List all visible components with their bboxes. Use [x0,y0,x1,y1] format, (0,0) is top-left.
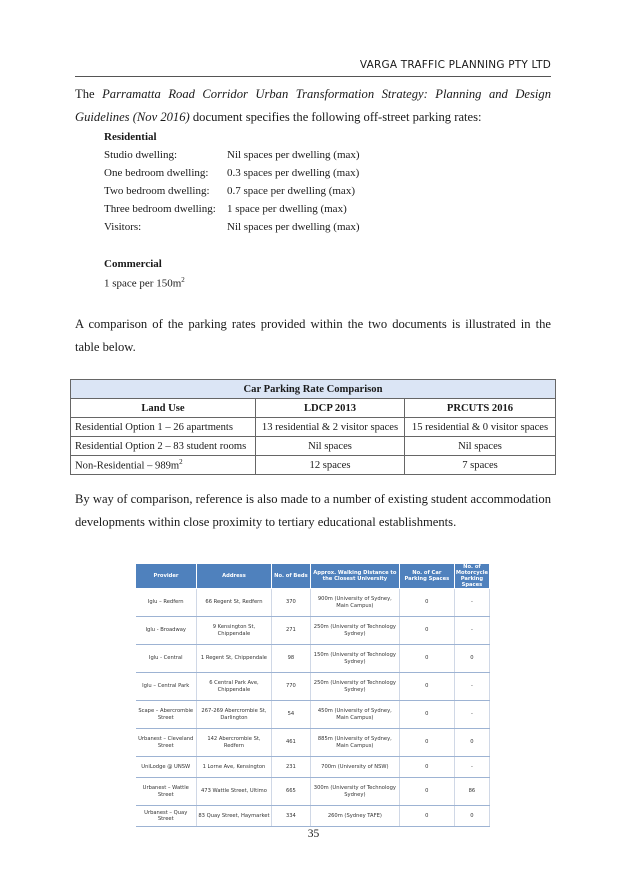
table-cell: 0 [399,806,454,827]
student-accommodation-table [135,563,490,827]
table-cell: 0 [454,806,489,827]
table-cell: 15 residential & 0 visitor spaces [405,418,556,437]
rate-type: Studio dwelling: [104,149,178,161]
table-cell: 770 [271,673,310,701]
cell-text: Non-Residential – 989m [75,460,180,472]
table-cell: 1 Lorne Ave, Kensington [196,757,271,778]
reference-paragraph: By way of comparison, reference is also made to a number of existing student accommodation developments within close proximity to tertiary educational establishments. [75,492,551,529]
student-col-header: No. of Beds [271,564,310,589]
table-row [71,418,556,437]
rate-value: 0.3 spaces per dwelling (max) [227,167,360,179]
table-cell: 473 Wattle Street, Ultimo [196,778,271,806]
table-cell: - [454,757,489,778]
comparison-table-title: Car Parking Rate Comparison [71,380,556,399]
intro-doc-title: Parramatta Road Corridor Urban Transformation Strategy: Planning and Design Guidelines (Nov 2016) [75,87,552,124]
header-rule [75,76,551,77]
table-cell: 900m (University of Sydney, Main Campus) [310,589,399,617]
table-cell: 0 [399,617,454,645]
table-cell: Nil spaces [256,437,405,456]
table-cell: 231 [271,757,310,778]
table-row [136,645,490,673]
table-row [136,589,490,617]
table-cell: 334 [271,806,310,827]
student-col-header: No. of Car Parking Spaces [399,564,454,589]
table-cell: 885m (University of Sydney, Main Campus) [310,729,399,757]
table-cell: 271 [271,617,310,645]
commercial-heading: Commercial [104,258,162,270]
commercial-rate-text: 1 space per 150m [104,277,182,290]
table-cell: 86 [454,778,489,806]
cell-sup: 2 [179,458,183,467]
table-cell: - [454,589,489,617]
table-cell: 7 spaces [405,456,556,475]
commercial-rate-sup: 2 [181,276,185,284]
table-cell: 260m (Sydney TAFE) [310,806,399,827]
parking-comparison-table [70,379,556,475]
table-cell: 250m (University of Technology Sydney) [310,673,399,701]
table-cell: - [454,673,489,701]
table-cell: Nil spaces [405,437,556,456]
table-cell: 13 residential & 2 visitor spaces [256,418,405,437]
table-row [136,806,490,827]
intro-suffix: document specifies the following off-street parking rates: [189,110,482,124]
table-cell: 66 Regent St, Redfern [196,589,271,617]
table-cell: 1 Regent St, Chippendale [196,645,271,673]
rate-value: Nil spaces per dwelling (max) [227,149,360,161]
table-cell: 12 spaces [256,456,405,475]
col-header-prcuts: PRCUTS 2016 [405,399,556,418]
commercial-rate [104,276,185,290]
student-col-header: Provider [136,564,197,589]
table-cell: 0 [399,778,454,806]
intro-prefix: The [75,87,103,101]
table-cell [71,456,256,475]
rate-type: One bedroom dwelling: [104,167,209,179]
table-cell: 150m (University of Technology Sydney) [310,645,399,673]
table-cell: - [454,701,489,729]
student-col-header: Approx. Walking Distance to the Closest University [310,564,399,589]
rate-value: 0.7 space per dwelling (max) [227,185,355,197]
rate-value: 1 space per dwelling (max) [227,203,347,215]
table-cell: 6 Central Park Ave, Chippendale [196,673,271,701]
table-row [136,729,490,757]
table-row [71,456,556,475]
table-cell: Urbanest – Cleveland Street [136,729,197,757]
table-row [136,673,490,701]
table-cell: 267-269 Abercrombie St, Darlington [196,701,271,729]
table-cell: 142 Abercrombie St, Redfern [196,729,271,757]
table-cell: 98 [271,645,310,673]
rate-type: Two bedroom dwelling: [104,185,210,197]
comparison-paragraph: A comparison of the parking rates provided within the two documents is illustrated in the table below. [75,317,551,354]
rate-type: Visitors: [104,221,142,233]
student-col-header: Address [196,564,271,589]
table-cell: 54 [271,701,310,729]
intro-paragraph [75,83,551,129]
table-row [71,437,556,456]
table-cell: 461 [271,729,310,757]
table-cell: Residential Option 2 – 83 student rooms [71,437,256,456]
col-header-ldcp: LDCP 2013 [256,399,405,418]
table-cell: 370 [271,589,310,617]
table-cell: 0 [399,589,454,617]
table-row [136,778,490,806]
page-number: 35 [307,828,320,840]
table-cell: 250m (University of Technology Sydney) [310,617,399,645]
table-cell: Iglu – Central Park [136,673,197,701]
table-cell: 0 [399,729,454,757]
table-cell: 665 [271,778,310,806]
table-cell: 0 [454,645,489,673]
table-cell: 0 [399,701,454,729]
table-cell: - [454,617,489,645]
table-cell: Scape – Abercrombie Street [136,701,197,729]
rate-value: Nil spaces per dwelling (max) [227,221,360,233]
table-cell: 450m (University of Sydney, Main Campus) [310,701,399,729]
table-row [136,617,490,645]
table-cell: Iglu - Central [136,645,197,673]
table-cell: 83 Quay Street, Haymarket [196,806,271,827]
table-cell: UniLodge @ UNSW [136,757,197,778]
table-cell: 0 [399,757,454,778]
table-cell: Iglu – Redfern [136,589,197,617]
table-cell: 300m (University of Technology Sydney) [310,778,399,806]
table-cell: Residential Option 1 – 26 apartments [71,418,256,437]
rate-type: Three bedroom dwelling: [104,203,216,215]
table-cell: 9 Kensington St, Chippendale [196,617,271,645]
table-cell: Iglu - Broadway [136,617,197,645]
student-col-header: No. of Motorcycle Parking Spaces [455,564,488,588]
table-cell: 700m (University of NSW) [310,757,399,778]
table-cell: 0 [399,673,454,701]
table-cell: 0 [399,645,454,673]
table-cell: 0 [454,729,489,757]
table-row [136,701,490,729]
table-cell: Urbanest – Wattle Street [136,778,197,806]
table-row [136,757,490,778]
company-header: VARGA TRAFFIC PLANNING PTY LTD [359,59,551,71]
table-cell: Urbanest – Quay Street [136,806,197,827]
residential-heading: Residential [104,131,157,143]
col-header-land-use: Land Use [71,399,256,418]
